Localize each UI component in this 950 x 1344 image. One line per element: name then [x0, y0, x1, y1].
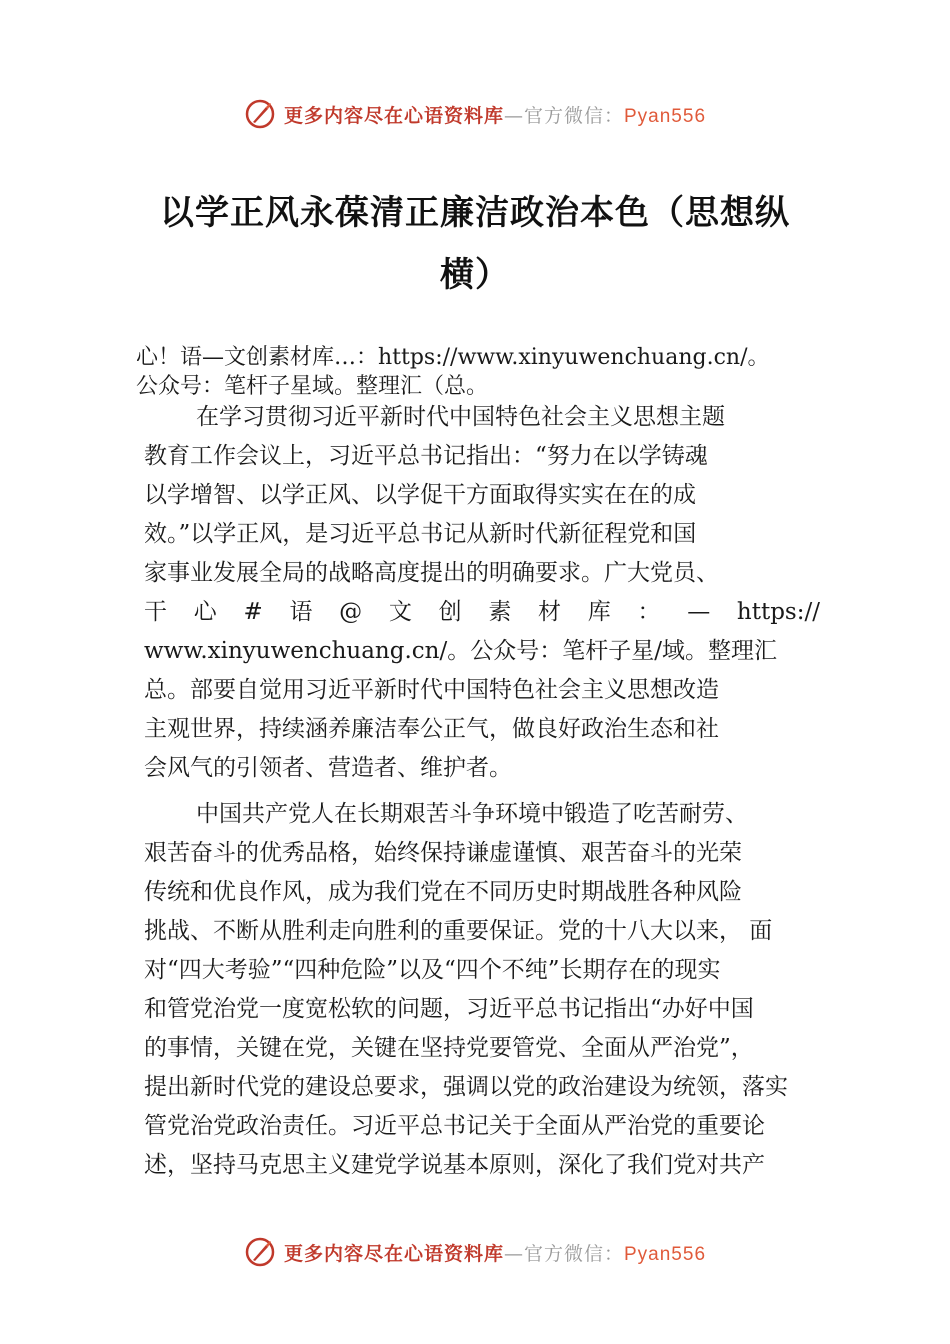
- banner-main-text: 更多内容尽在心语资料库: [283, 104, 504, 127]
- paragraph-line: 提出新时代党的建设总要求，强调以党的政治建设为统领，落实: [144, 1074, 788, 1100]
- spaced-char: 心: [193, 599, 217, 625]
- banner-dash: —: [503, 104, 524, 127]
- paragraph-line: 家事业发展全局的战略高度提出的明确要求。广大党员、: [144, 560, 719, 586]
- paragraph-line: 在学习贯彻习近平新时代中国特色社会主义思想主题: [196, 404, 725, 430]
- spaced-char: 创: [438, 599, 462, 625]
- banner-wechat-id: Pyan556: [624, 105, 707, 127]
- intro-block: [136, 343, 836, 401]
- paragraph-line: 中国共产党人在长期艰苦斗争环境中锻造了吃苦耐劳、: [196, 801, 748, 827]
- banner-text: [284, 1239, 706, 1266]
- quill-pen-logo-icon: [244, 98, 276, 130]
- paragraph-2: [144, 795, 820, 1185]
- paragraph-line: 以学增智、以学正风、以学促干方面取得实实在在的成: [144, 482, 696, 508]
- paragraph-line: 管党治党政治责任。习近平总书记关于全面从严治党的重要论: [144, 1113, 765, 1139]
- title-line-2: 横）: [440, 255, 510, 295]
- paragraph-line: 艰苦奋斗的优秀品格，始终保持谦虚谨慎、艰苦奋斗的光荣: [144, 840, 742, 866]
- banner-wechat-label: 官方微信：: [523, 1242, 624, 1265]
- paragraph-line: 对“四大考验”“四种危险”以及“四个不纯”长期存在的现实: [144, 957, 721, 983]
- spaced-char: 库: [587, 599, 611, 625]
- paragraph-line: 挑战、不断从胜利走向胜利的重要保证。党的十八大以来， 面: [144, 918, 773, 944]
- paragraph-1: [144, 398, 820, 788]
- spaced-char: 语: [289, 599, 313, 625]
- spaced-char: #: [243, 599, 263, 625]
- paragraph-line: 主观世界，持续涵养廉洁奉公正气，做良好政治生态和社: [144, 716, 719, 742]
- quill-pen-logo-icon: [244, 1236, 276, 1268]
- paragraph-line: 的事情，关键在党，关键在坚持党要管党、全面从严治党”，: [144, 1035, 754, 1061]
- paragraph-line: 教育工作会议上，习近平总书记指出：“努力在以学铸魂: [144, 443, 708, 469]
- spaced-char: 文: [388, 599, 412, 625]
- title-line-1: 以学正风永葆清正廉洁政治本色（思想纵: [160, 193, 790, 233]
- document-title: [150, 182, 800, 306]
- footer-watermark-banner: [0, 1232, 950, 1272]
- paragraph-line: www.xinyuwenchuang.cn/。公众号：笔杆子星/域。整理汇: [144, 638, 777, 664]
- spaced-char: 干: [144, 599, 167, 625]
- paragraph-line: 传统和优良作风，成为我们党在不同历史时期战胜各种风险: [144, 879, 742, 905]
- intro-line-2: 公众号：笔杆子星域。整理汇（总。: [136, 374, 489, 399]
- spaced-watermark-line: [144, 593, 820, 632]
- banner-dash: —: [503, 1242, 524, 1265]
- banner-main-text: 更多内容尽在心语资料库: [283, 1242, 504, 1265]
- header-watermark-banner: [0, 94, 950, 134]
- spaced-char: 材: [538, 599, 562, 625]
- spaced-char: https://: [736, 599, 820, 625]
- paragraph-line: 和管党治党一度宽松软的问题，习近平总书记指出“办好中国: [144, 996, 754, 1022]
- paragraph-line: 会风气的引领者、营造者、维护者。: [144, 755, 512, 781]
- spaced-char: @: [339, 599, 363, 625]
- intro-line-1: 心！语—文创素材库…：https://www.xinyuwenchuang.cn/。: [136, 345, 770, 370]
- spaced-char: —: [687, 599, 711, 625]
- paragraph-line: 述，坚持马克思主义建党学说基本原则，深化了我们党对共产: [144, 1152, 765, 1178]
- banner-wechat-id: Pyan556: [624, 1243, 707, 1265]
- spaced-char: 素: [488, 599, 512, 625]
- banner-text: [284, 101, 706, 128]
- banner-wechat-label: 官方微信：: [523, 104, 624, 127]
- spaced-char: ：: [637, 599, 661, 625]
- paragraph-line: 总。部要自觉用习近平新时代中国特色社会主义思想改造: [144, 677, 719, 703]
- paragraph-line: 效。”以学正风，是习近平总书记从新时代新征程党和国: [144, 521, 697, 547]
